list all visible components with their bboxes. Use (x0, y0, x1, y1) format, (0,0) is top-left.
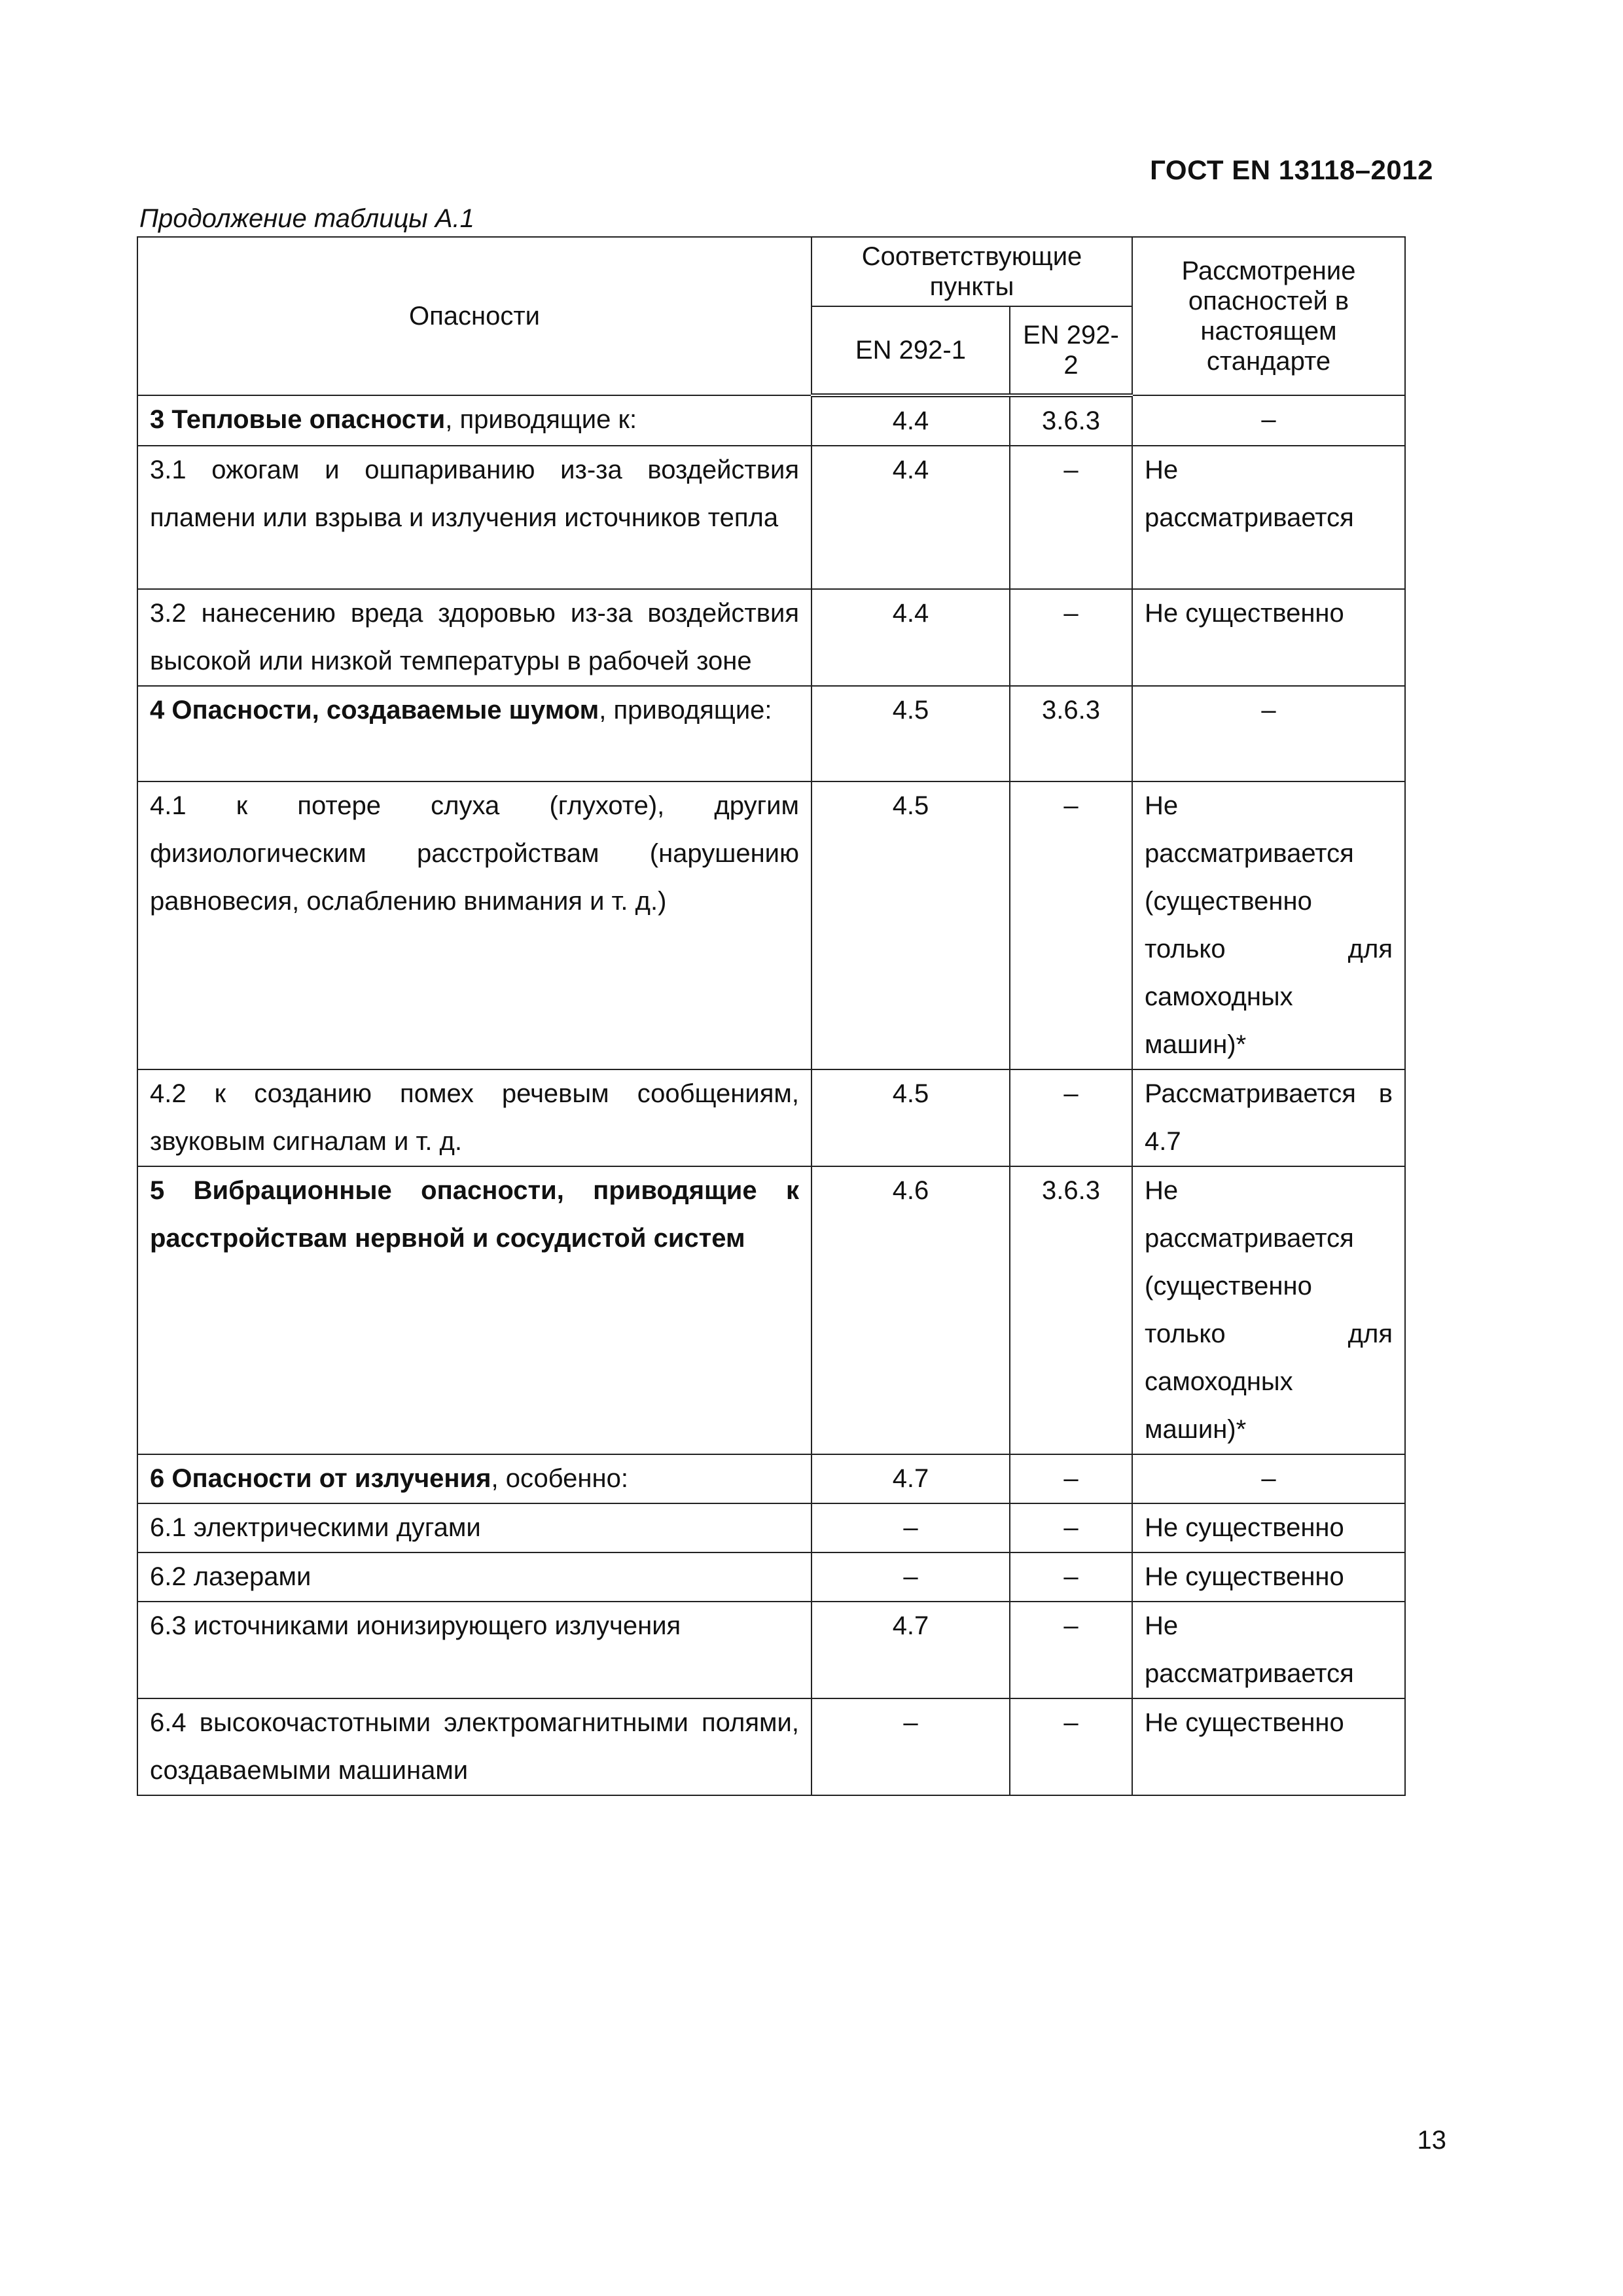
consideration-cell: Не существенно (1132, 1503, 1405, 1552)
en292-2-cell: 3.6.3 (1010, 686, 1132, 781)
en292-2-cell: – (1010, 1069, 1132, 1166)
hazard-cell (137, 781, 812, 1069)
en292-2-cell: – (1010, 1552, 1132, 1602)
en292-2-cell: – (1010, 446, 1132, 589)
consideration-cell: Не рассматривается (существенно только для самоходных машин)* (1132, 1166, 1405, 1454)
hazard-heading: 6 Опасности от излучения (150, 1464, 491, 1493)
consideration-cell: Не рассматривается (1132, 1602, 1405, 1698)
en292-1-cell: 4.5 (812, 686, 1010, 781)
en292-2-cell: 3.6.3 (1010, 1166, 1132, 1454)
table-row (137, 1503, 1405, 1552)
en292-2-cell: – (1010, 589, 1132, 686)
en292-1-cell: – (812, 1698, 1010, 1795)
consideration-cell: – (1132, 686, 1405, 781)
en292-2-cell: – (1010, 1454, 1132, 1503)
en292-1-cell: 4.6 (812, 1166, 1010, 1454)
table-row (137, 1602, 1405, 1698)
hazard-cell (137, 1454, 812, 1503)
hazard-text: 4.1 к потере слуха (глухоте), другим физиологическим расстройствам (нарушению равновесия, ослаблению внимания и т. д.) (150, 791, 799, 916)
en292-1-cell: 4.5 (812, 781, 1010, 1069)
hazards-table-body (137, 395, 1405, 1795)
hazard-cell (137, 1698, 812, 1795)
hazard-text: , приводящие к: (445, 405, 637, 434)
hazard-cell (137, 446, 812, 589)
hazard-text: 3.2 нанесению вреда здоровью из-за воздействия высокой или низкой температуры в рабочей зоне (150, 599, 799, 675)
table-row (137, 395, 1405, 446)
hazard-text: 6.1 электрическими дугами (150, 1513, 481, 1542)
en292-1-cell: 4.5 (812, 1069, 1010, 1166)
hazard-text: , особенно: (491, 1464, 628, 1493)
hazard-cell (137, 1552, 812, 1602)
consideration-cell: Не рассматривается (1132, 446, 1405, 589)
hazards-table (137, 236, 1406, 1796)
hazard-text: 4.2 к созданию помех речевым сообщениям, звуковым сигналам и т. д. (150, 1079, 799, 1156)
hazard-text: 6.2 лазерами (150, 1562, 312, 1591)
hazard-cell (137, 686, 812, 781)
table-caption: Продолжение таблицы А.1 (139, 204, 474, 233)
consideration-cell: Не существенно (1132, 589, 1405, 686)
hazard-text: 3.1 ожогам и ошпариванию из-за воздействия пламени или взрыва и излучения источников тепла (150, 456, 799, 532)
en292-1-cell: 4.4 (812, 446, 1010, 589)
hazard-cell (137, 1166, 812, 1454)
page-number: 13 (1417, 2126, 1446, 2155)
hazard-cell (137, 589, 812, 686)
consideration-cell: Не существенно (1132, 1552, 1405, 1602)
table-row (137, 781, 1405, 1069)
hazard-cell (137, 395, 812, 446)
hazard-cell (137, 1602, 812, 1698)
document-id: ГОСТ EN 13118–2012 (1150, 154, 1433, 185)
en292-2-cell: 3.6.3 (1010, 395, 1132, 446)
table-row (137, 1069, 1405, 1166)
en292-2-cell: – (1010, 1503, 1132, 1552)
hazard-cell (137, 1503, 812, 1552)
table-row (137, 446, 1405, 589)
hazard-text: , приводящие: (599, 696, 772, 725)
table-row (137, 1454, 1405, 1503)
en292-1-cell: – (812, 1552, 1010, 1602)
table-row (137, 1552, 1405, 1602)
en292-1-cell: 4.7 (812, 1454, 1010, 1503)
table-row (137, 1698, 1405, 1795)
hazard-cell (137, 1069, 812, 1166)
consideration-cell: Не существенно (1132, 1698, 1405, 1795)
consideration-cell: – (1132, 1454, 1405, 1503)
hazard-heading: 3 Тепловые опасности (150, 405, 446, 434)
en292-2-cell: – (1010, 1698, 1132, 1795)
en292-1-cell: 4.4 (812, 395, 1010, 446)
consideration-cell: – (1132, 395, 1405, 446)
en292-2-cell: – (1010, 1602, 1132, 1698)
header-en292-2: EN 292-2 (1010, 306, 1132, 395)
en292-2-cell: – (1010, 781, 1132, 1069)
header-consideration: Рассмотрение опасностей в настоящем стандарте (1132, 237, 1405, 395)
header-clauses: Соответствующие пункты (812, 237, 1132, 306)
table-row (137, 686, 1405, 781)
en292-1-cell: – (812, 1503, 1010, 1552)
header-hazards: Опасности (137, 237, 812, 395)
hazard-text: 6.4 высокочастотными электромагнитными полями, создаваемыми машинами (150, 1708, 799, 1785)
en292-1-cell: 4.7 (812, 1602, 1010, 1698)
table-row (137, 1166, 1405, 1454)
consideration-cell: Не рассматривается (существенно только для самоходных машин)* (1132, 781, 1405, 1069)
header-en292-1: EN 292-1 (812, 306, 1010, 395)
table-row (137, 589, 1405, 686)
hazard-heading: 5 Вибрационные опасности, приводящие к расстройствам нервной и сосудистой систем (150, 1176, 799, 1253)
consideration-cell: Рассматривается в 4.7 (1132, 1069, 1405, 1166)
en292-1-cell: 4.4 (812, 589, 1010, 686)
hazard-heading: 4 Опасности, создаваемые шумом (150, 696, 599, 725)
hazard-text: 6.3 источниками ионизирующего излучения (150, 1611, 681, 1640)
